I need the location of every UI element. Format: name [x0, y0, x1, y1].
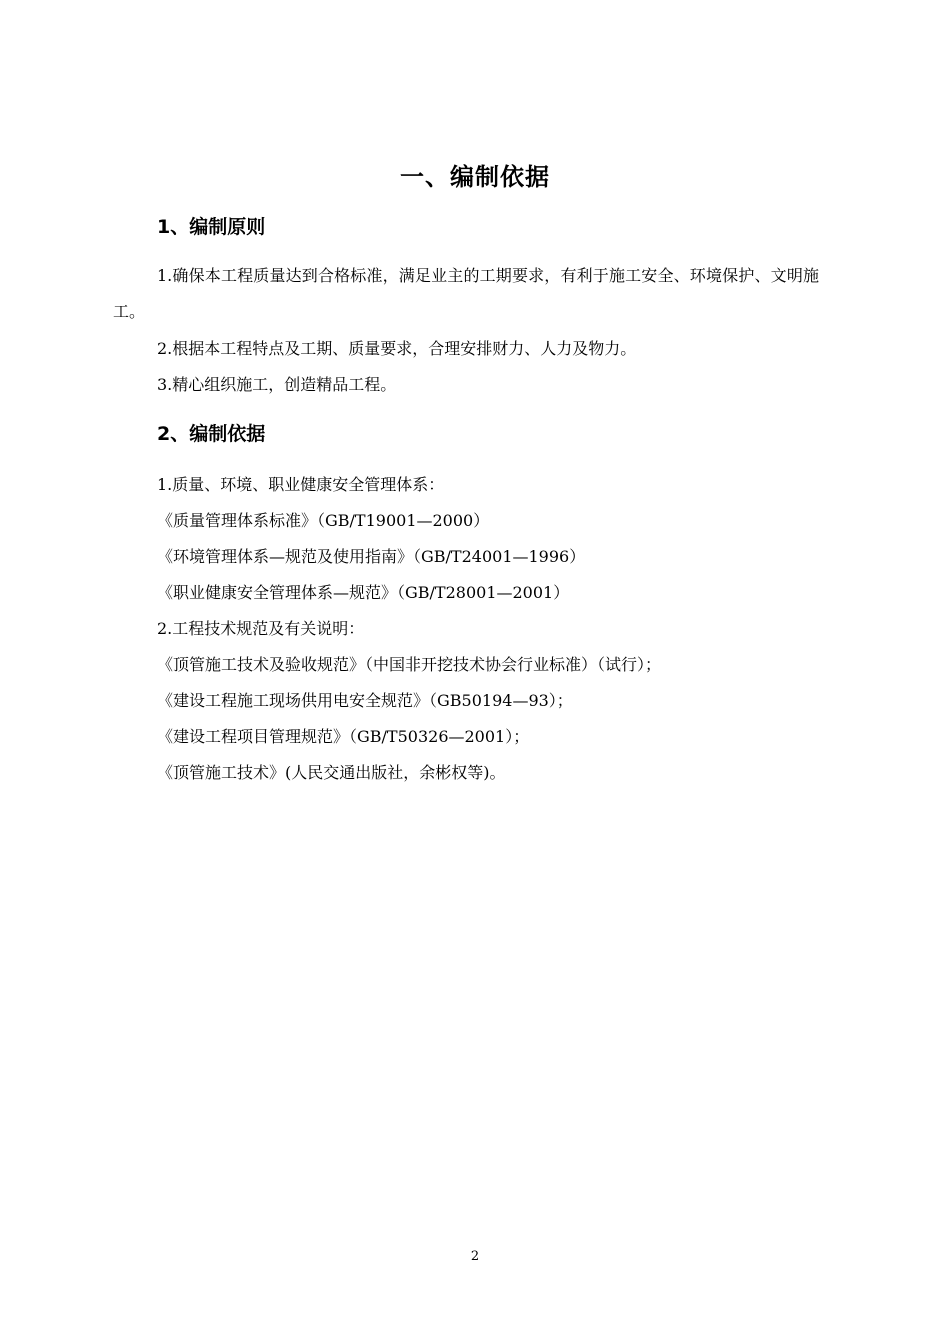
basis-line: 《顶管施工技术》(人民交通出版社，余彬权等)。: [157, 763, 506, 782]
section-heading-basis: 2、编制依据: [157, 423, 266, 445]
basis-line: 《质量管理体系标准》（GB/T19001—2000）: [157, 511, 490, 530]
principle-item-3: 3.精心组织施工，创造精品工程。: [157, 375, 397, 394]
section-heading-principles: 1、编制原则: [157, 216, 266, 238]
basis-line: 《环境管理体系—规范及使用指南》（GB/T24001—1996）: [157, 547, 586, 566]
page-number: 2: [470, 1249, 480, 1264]
page-title: 一、编制依据: [400, 163, 550, 191]
basis-line: 《建设工程项目管理规范》（GB/T50326—2001）；: [157, 727, 530, 746]
basis-line: 《顶管施工技术及验收规范》（中国非开挖技术协会行业标准）（试行）；: [157, 655, 662, 674]
basis-line: 1.质量、环境、职业健康安全管理体系：: [157, 475, 445, 494]
principle-item-1: 1.确保本工程质量达到合格标准，满足业主的工期要求，有利于施工安全、环境保护、文明施工。: [113, 266, 819, 321]
principle-item-2: 2.根据本工程特点及工期、质量要求，合理安排财力、人力及物力。: [157, 339, 637, 358]
basis-line: 2.工程技术规范及有关说明：: [157, 619, 365, 638]
basis-line: 《职业健康安全管理体系—规范》（GB/T28001—2001）: [157, 583, 570, 602]
basis-line: 《建设工程施工现场供用电安全规范》（GB50194—93）；: [157, 691, 573, 710]
